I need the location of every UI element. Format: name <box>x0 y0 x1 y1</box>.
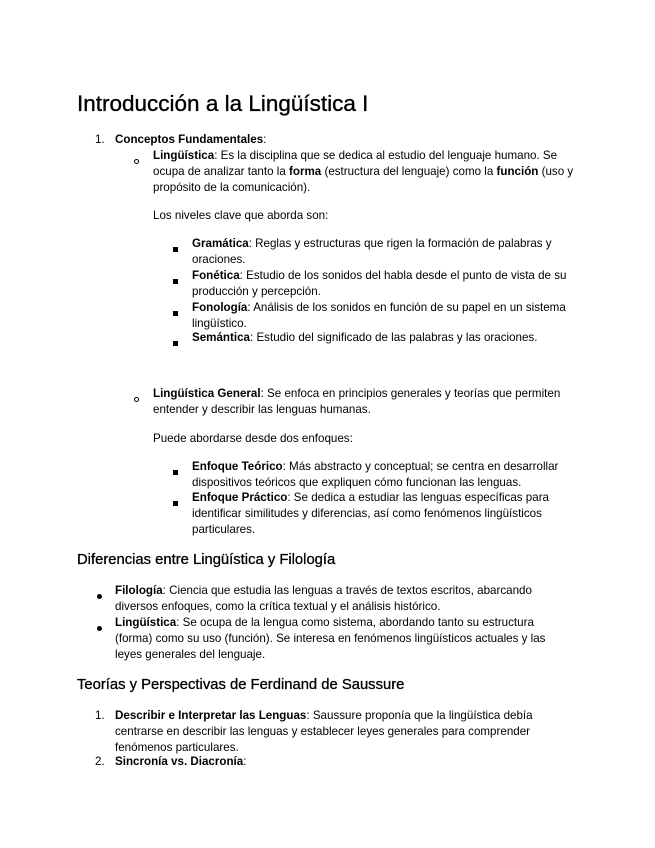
circle-bullet-icon <box>134 397 139 402</box>
list-item-conceptos-fundamentales: 1. Conceptos Fundamentales: <box>95 133 267 146</box>
approaches-intro: Puede abordarse desde dos enfoques: <box>153 432 353 445</box>
square-bullet-icon <box>173 311 178 316</box>
approach-item: Enfoque Teórico: Más abstracto y conceptual; se centra en desarrollar dispositivos teóricos que expliquen cómo funcionan las lenguas. <box>192 459 577 491</box>
bullet-icon <box>97 594 102 599</box>
sublist-item-linguistica: Lingüística: Es la disciplina que se dedica al estudio del lenguaje humano. Se ocupa de analizar tanto la forma (estructura del lenguaje) como la función (uso y propósito de la comunicación). <box>153 148 575 196</box>
section-heading-saussure: Teorías y Perspectivas de Ferdinand de Saussure <box>77 677 405 693</box>
list-item: Filología: Ciencia que estudia las lenguas a través de textos escritos, abarcando diversos enfoques, como la crítica textual y el análisis histórico. <box>115 583 575 615</box>
term: Lingüística General <box>153 387 261 400</box>
list-item: Lingüística: Se ocupa de la lengua como sistema, abordando tanto su estructura (forma) como su uso (función). Se interesa en fenómenos lingüísticos actuales y las leyes generales del lenguaje. <box>115 615 555 663</box>
list-number: 2. <box>95 755 105 768</box>
sublist-item-linguistica-general: Lingüística General: Se enfoca en principios generales y teorías que permiten entender y describir las lenguas humanas. <box>153 386 575 418</box>
level-item: Fonología: Análisis de los sonidos en función de su papel en un sistema lingüístico. <box>192 300 577 332</box>
square-bullet-icon <box>173 341 178 346</box>
square-bullet-icon <box>173 470 178 475</box>
square-bullet-icon <box>173 501 178 506</box>
section-heading: Conceptos Fundamentales <box>115 133 264 146</box>
term-funcion: función <box>496 165 539 178</box>
square-bullet-icon <box>173 279 178 284</box>
levels-intro: Los niveles clave que aborda son: <box>153 209 329 222</box>
level-item: Fonética: Estudio de los sonidos del habla desde el punto de vista de su producción y percepción. <box>192 268 577 300</box>
section-heading-diferencias: Diferencias entre Lingüística y Filología <box>77 552 336 568</box>
list-item: 1. Describir e Interpretar las Lenguas: Saussure proponía que la lingüística debía centrarse en describir las lenguas y establecer leyes generales para comprender fenómenos particulares. <box>95 709 533 754</box>
document-title: Introducción a la Lingüística I <box>77 91 369 116</box>
list-number: 1. <box>95 133 105 146</box>
list-item: 2. Sincronía vs. Diacronía: <box>95 755 247 768</box>
level-item: Semántica: Estudio del significado de las palabras y las oraciones. <box>192 330 577 346</box>
list-number: 1. <box>95 709 105 722</box>
term: Lingüística <box>153 149 215 162</box>
level-item: Gramática: Reglas y estructuras que rigen la formación de palabras y oraciones. <box>192 236 577 268</box>
bullet-icon <box>97 626 102 631</box>
square-bullet-icon <box>173 247 178 252</box>
term-forma: forma <box>289 165 322 178</box>
circle-bullet-icon <box>134 159 139 164</box>
approach-item: Enfoque Práctico: Se dedica a estudiar las lenguas específicas para identificar similitudes y diferencias, así como fenómenos lingüísticos particulares. <box>192 490 577 538</box>
